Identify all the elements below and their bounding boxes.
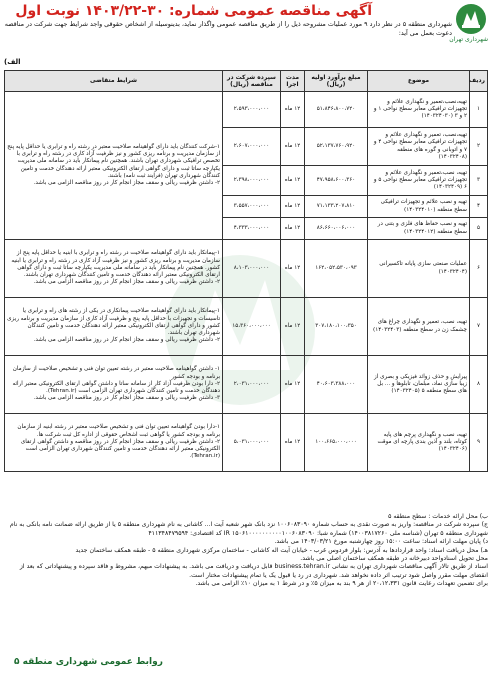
- row-deposit: ۲،۶۰۷،۰۰۰،۰۰۰: [223, 128, 281, 166]
- footer-terms: [4, 513, 488, 589]
- row-subject: پیرایش و حذف زوائد فیزیکی و بصری از زیبا سازی نماد، مبلمان، تابلوها و ... بل های سطح منطقه ۵ (۱۴۰۳۲۴۰۵): [368, 356, 470, 414]
- row-no: ۷: [470, 298, 488, 356]
- row-no: ۳: [470, 166, 488, 196]
- service-location: ب) محل ارائه خدمات : سطح منطقه ۵: [388, 513, 488, 520]
- row-estimate: ۴۷،۹۵۸،۶۰۰،۳۶۰: [305, 166, 368, 196]
- section-label: الف): [4, 58, 21, 66]
- deadline: د) پایان مهلت ارائه اسناد: ساعت ۱۵:۰۰ روز چهارشنبه مورخ ۱۴۰۳/۰۳/۲۱ می باشد.: [274, 538, 488, 546]
- row-deposit: ۲،۵۹۳،۰۰۰،۰۰۰: [223, 92, 281, 128]
- row-subject: عملیات صنعتی سازی پایانه تاکسیرانی (۱۴۰۳۲۴۰۴): [368, 240, 470, 298]
- tender-table: [4, 70, 488, 472]
- row-estimate: ۵۱،۸۴۶،۸۰۰،۷۲۰: [305, 92, 368, 128]
- table-row: [5, 240, 488, 298]
- row-estimate: ۱۰۰،۶۶۵،۰۰۰،۰۰۰: [305, 414, 368, 472]
- row-conditions: ۱-شرکت کنندگان باید دارای گواهینامه صلاحیت معتبر در رشته راه و ترابری یا حداقل پایه پنج از سازمان مدیریت و برنامه ریزی کشور و نیز ظرفیت آزاد کاری در رشته راه و ترابری با تخصص ترافیکی شهرداری تهران باشند. همچنین نام پیمانکار باید در سامانه ملی مدیریت یکپارچه ساتا ثبت و دارای گواهی ارتقای الکترونیکی معتبر ارائه دهندگان خدمت و تامین کنندگان شهرداری تهران (فرایند ثبت نامه) باشند. ۲- داشتن ظرفیت ریالی و سقف مجاز انجام کار در روز مناقصه الزامی می باشد.: [5, 92, 223, 240]
- row-duration: ۱۲ ماه: [281, 218, 305, 240]
- row-duration: ۱۲ ماه: [281, 166, 305, 196]
- col-header-deposit: سپرده شرکت در مناقصه (ریال): [223, 71, 281, 92]
- guarantee-notice: برای تضمین تعهدات رعایت قانون ۲۰،۱۲،۳۳۱ از هر ۹ بند به میزان ۵٪ و در شرط ۱ به میزان ۱۰٪ الزامی می باشد.: [195, 580, 488, 588]
- row-deposit: ۸،۱۰۳،۰۰۰،۰۰۰: [223, 240, 281, 298]
- row-estimate: ۱۶۲،۰۵۲،۵۳۰،۰۹۳: [305, 240, 368, 298]
- row-no: ۸: [470, 356, 488, 414]
- row-subject: تهیه، نصب، تعمیر و نگهداری چراغ های چشمک زن در سطح منطقه (۱۴۰۳۲۴۰۳): [368, 298, 470, 356]
- row-conditions: ۱-پیمانکار باید دارای گواهینامه صلاحیت در رشته راه و ترابری با ابنیه یا حداقل پایه پنج از سازمان مدیریت و برنامه ریزی کشور و نیز ظرفیت آزاد کاری در رشته راه و ترابری یا ابنیه کشور. همچنین نام پیمانکار باید در سامانه ملی مدیریت یکپارچه ساتا ثبت و دارای گواهی ارتقای الکترونیکی معتبر ارائه دهندگان خدمت و تامین کنندگان شهرداری تهران باشند. ۲- داشتن ظرفیت ریالی و سقف مجاز انجام کار در روز مناقصه الزامی می باشد.: [5, 240, 223, 298]
- row-deposit: ۳،۵۵۷،۰۰۰،۰۰۰: [223, 196, 281, 218]
- notice-title: آگهی مناقصه عمومی شماره: ۳۰-۱۴۰۳/۲۲ نوبت اول: [15, 3, 372, 19]
- table-row: [5, 92, 488, 128]
- row-deposit: ۲،۳۹۸،۰۰۰،۰۰۰: [223, 166, 281, 196]
- row-duration: ۱۲ ماه: [281, 414, 305, 472]
- row-subject: تهیه، نصب،تعمیر و نگهداری علائم و تجهیزات ترافیکی معابر سطح نواحی ۵ و ۶ (۱۴۰۳۲۴۰۹): [368, 166, 470, 196]
- row-duration: ۱۲ ماه: [281, 356, 305, 414]
- row-subject: تهیه و نصب علائم و تجهیزات ترافیکی سطح منطقه (۱۴۰۳۲۴۰۱۰): [368, 196, 470, 218]
- table-row: [5, 298, 488, 356]
- col-header-row-no: ردیف: [470, 71, 488, 92]
- document-delivery-location: محل تحویل اسنادواحد دبیرخانه در طبقه همکف ساختمان اصلی می باشد.: [300, 555, 488, 563]
- row-subject: تهیه،نصب، تعمیر و نگهداری علائم و تجهیزات ترافیکی معابر سطح نواحی ۴ و ۷ و اتوبانی و گوره های منطقه (۱۴۰۳۲۴۰۸): [368, 128, 470, 166]
- row-deposit: ۵،۰۳۱،۰۰۰،۰۰۰: [223, 414, 281, 472]
- row-deposit: ۱۵،۳۶۰،۰۰۰،۰۰۰: [223, 298, 281, 356]
- row-conditions: ۱- داشتن گواهینامه صلاحیت معتبر در رشته تعیین توان فنی و تشخیص صلاحیت از سازمان برنامه و بودجه کشور ۲- دارا بودن ظرفیت آزاد کار از سامانه ساتا و داشتن گواهی ارتقای الکترونیکی معتبر ارائه دهندگان خدمت و تامین کنندگان شهرداری تهران الزامی است (Tehran.ir). ۳- داشتن ظرفیت ریالی و سقف مجاز انجام کار در روز مناقصه الزامی می باشد.: [5, 356, 223, 414]
- row-no: ۵: [470, 218, 488, 240]
- row-subject: تهیه،نصب،تعمیر و نگهداری علائم و تجهیزات ترافیکی معابر سطح نواحی ۱ و ۲ و ۳ (۱۴۰۳۲۴۰۳۰): [368, 92, 470, 128]
- row-deposit: ۴،۳۳۳،۰۰۰،۰۰۰: [223, 218, 281, 240]
- row-duration: ۱۲ ماه: [281, 196, 305, 218]
- row-subject: تهیه، نصب و نگهداری پرچم های پایه کوتاه، بلند و آذین بندی پارچه ای موقت (۱۴۰۳۲۴۰۶): [368, 414, 470, 472]
- row-conditions: ۱-پیمانکار باید دارای گواهینامه صلاحیت پیمانکاری در یکی از رشته های راه و ترابری یا تاسیسات و تجهیزات با حداقل پایه پنج و ظرفیت آزاد کاری از سازمان مدیریت و برنامه ریزی کشور و دارای گواهی ارتقای الکترونیکی معتبر ارائه دهندگان خدمت و تامین کنندگان شهرداری تهران باشند. ۲- داشتن ظرفیت ریالی و سقف مجاز انجام کار در روز مناقصه الزامی می باشد.: [5, 298, 223, 356]
- deposit-terms: ج) سپرده شرکت در مناقصه: واریز به صورت نقدی به حساب شماره ۱۰۰۶۰۸۳۰۹۰ نزد بانک شهر شعبه آیت ا... کاشانی به نام شهرداری منطقه ۵ یا از طریق ارائه ضمانت نامه بانکی به نام شهرداری منطقه ۵ تهران (شناسه ملی ۱۴۰۰۳۸۱۷۲۶۰) شماره شبا: IR ۱۵۰۶۱۰۰۰۰۰۰۰۰۰۰۱۰۰۶۰۸۳۰۹۰ کد اقتصادی: ۴۱۱۳۴۸۴۷۹۵۹۴: [9, 521, 488, 537]
- table-row: [5, 356, 488, 414]
- table-header-row: [5, 71, 488, 92]
- row-estimate: ۷۱،۱۳۳،۲۰۷،۸۱۰: [305, 196, 368, 218]
- row-duration: ۱۲ ماه: [281, 128, 305, 166]
- row-duration: ۱۲ ماه: [281, 92, 305, 128]
- row-no: ۹: [470, 414, 488, 472]
- public-relations-signature: روابط عمومی شهرداری منطقه ۵: [14, 657, 163, 667]
- tehran-municipality-logo: [454, 2, 488, 36]
- row-no: ۲: [470, 128, 488, 166]
- intro-paragraph: شهرداری منطقه ۵ در نظر دارد ۹ مورد عملیات مشروحه ذیل را از طریق مناقصه عمومی واگذار نماید، بدینوسیله از اشخاص حقوقی واجد شرایط جهت شرکت در مناقصه دعوت بعمل می آید:: [4, 20, 452, 37]
- row-no: ۶: [470, 240, 488, 298]
- general-notice: اسناد از طریق تالار آگهی مناقصات شهرداری تهران به نشانی business.tehran.ir قابل دریافت و دریافت می باشد. به پیشنهادات مبهم، مشروط و فاقد سپرده و پیشنهاداتی که بعد از انقضای مهلت مقرر واصل شود ترتیب اثر داده نخواهد شد. شهرداری در رد یا قبول یک یا تمام پیشنهادات مختار است.: [19, 563, 488, 579]
- row-no: ۱: [470, 92, 488, 128]
- logo-caption: شهرداری تهران: [449, 36, 488, 43]
- row-deposit: ۲،۰۳۱،۰۰۰،۰۰۰: [223, 356, 281, 414]
- row-no: ۴: [470, 196, 488, 218]
- row-duration: ۱۲ ماه: [281, 298, 305, 356]
- row-duration: ۱۲ ماه: [281, 240, 305, 298]
- row-estimate: ۴۰،۶۰۳،۳۸۸،۰۰۰: [305, 356, 368, 414]
- col-header-subject: موضوع: [368, 71, 470, 92]
- col-header-conditions: شرایط متقاضی: [5, 71, 223, 92]
- document-pickup-location: هـ) محل دریافت اسناد: واحد قراردادها به آدرس: بلوار فردوس غرب - خیابان آیت اله کاشانی - ساختمان مرکزی شهرداری منطقه ۵ - طبقه همکف ساختمان جدید: [75, 546, 488, 554]
- row-estimate: ۵۲،۱۳۷،۷۶۰،۹۲۰: [305, 128, 368, 166]
- col-header-estimate: مبلغ برآورد اولیه (ریال): [305, 71, 368, 92]
- col-header-duration: مدت اجرا: [281, 71, 305, 92]
- row-estimate: ۸۶،۶۶۰،۰۰۶،۰۰۰: [305, 218, 368, 240]
- row-estimate: ۳۰۷،۱۸۰،۱۰۰،۳۵۰: [305, 298, 368, 356]
- row-subject: تهیه و نصب حفاظ های فلزی و بتنی در سطح منطقه (۱۴۰۳۲۴۰۱۲): [368, 218, 470, 240]
- row-conditions: ۱-دارا بودن گواهینامه تعیین توان فنی و تشخیص صلاحیت معتبر در رشته ابنیه از سازمان برنامه و بودجه کشور یا گواهی ثبت اشخاص حقوقی از اداره کل ثبت شرکت ها. ۲- داشتن ظرفیت ریالی و سقف مجاز انجام کار در روز مناقصه و داشتن گواهی ارتقای الکترونیکی معتبر ارائه دهندگان خدمت و تامین کنندگان شهرداری تهران الزامی است (Tehran.ir).: [5, 414, 223, 472]
- table-row: [5, 414, 488, 472]
